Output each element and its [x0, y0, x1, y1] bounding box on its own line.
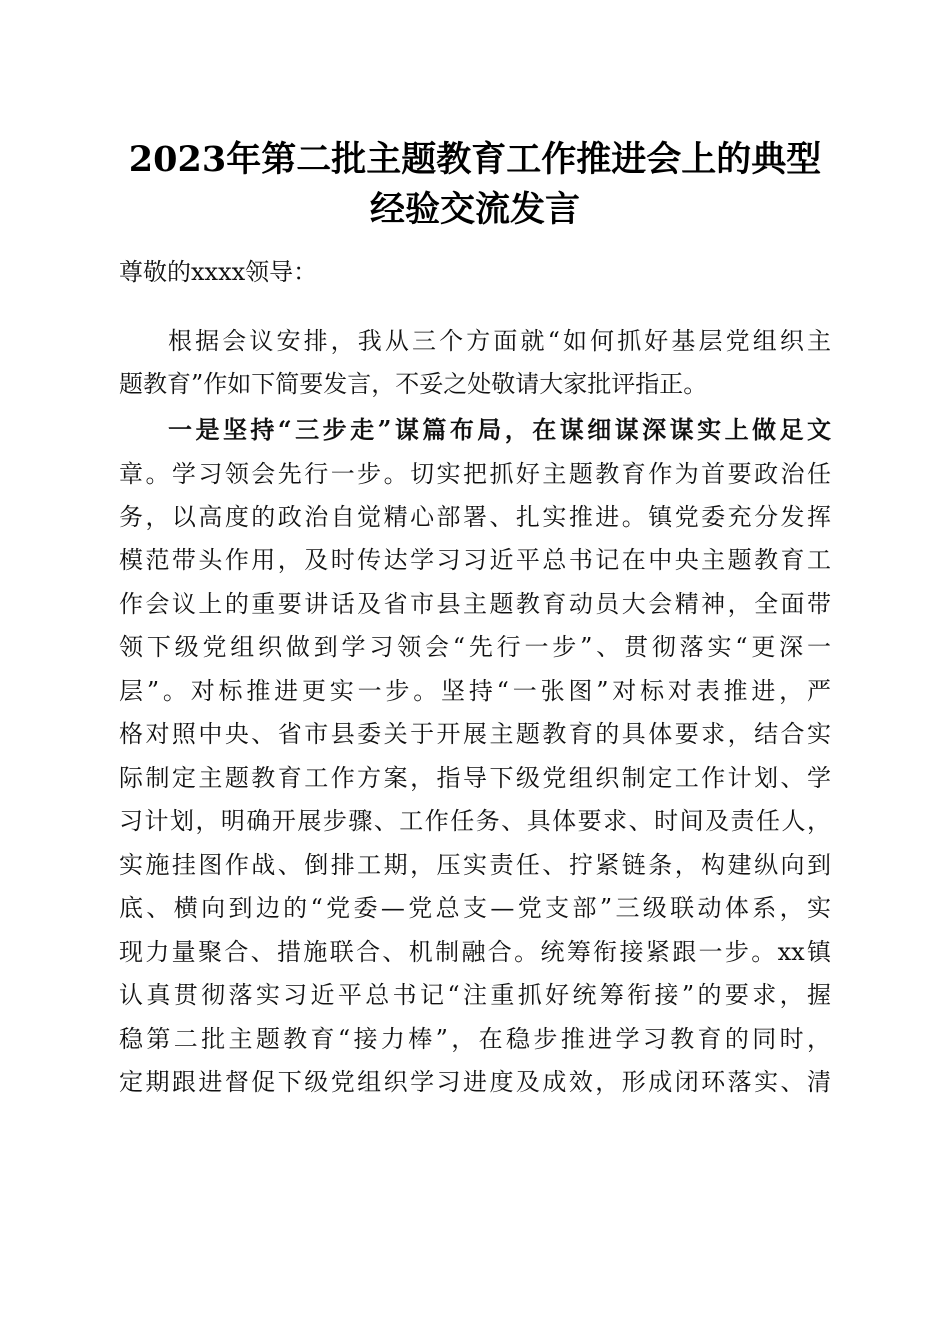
document-title-line-2: 经验交流发言	[369, 189, 580, 230]
paragraph-2-heading: 一是坚持“三步走”谋篇布局，在谋细谋深谋实上做足文	[168, 415, 831, 444]
paragraph-2-line: 层”。对标推进更实一步。坚持“一张图”对标对表推进，严	[119, 677, 831, 705]
paragraph-2-line: 认真贯彻落实习近平总书记“注重抓好统筹衔接”的要求，握	[119, 981, 831, 1009]
paragraph-2-line: 习计划，明确开展步骤、工作任务、具体要求、时间及责任人，	[119, 807, 831, 835]
salutation: 尊敬的xxxx领导：	[119, 258, 318, 286]
paragraph-2-line: 定期跟进督促下级党组织学习进度及成效，形成闭环落实、清	[119, 1068, 831, 1096]
paragraph-2-line: 作会议上的重要讲话及省市县主题教育动员大会精神，全面带	[119, 590, 831, 618]
paragraph-2-line: 实施挂图作战、倒排工期，压实责任、拧紧链条，构建纵向到	[119, 851, 831, 879]
document-title-line-1: 2023年第二批主题教育工作推进会上的典型	[128, 139, 822, 180]
paragraph-2-line: 现力量聚合、措施联合、机制融合。统筹衔接紧跟一步。xx镇	[119, 938, 831, 966]
paragraph-2-line: 模范带头作用，及时传达学习习近平总书记在中央主题教育工	[119, 546, 831, 574]
paragraph-2-line: 底、横向到边的“党委—党总支—党支部”三级联动体系，实	[119, 894, 831, 922]
paragraph-2-line: 格对照中央、省市县委关于开展主题教育的具体要求，结合实	[119, 720, 831, 748]
paragraph-2-line: 务，以高度的政治自觉精心部署、扎实推进。镇党委充分发挥	[119, 503, 831, 531]
paragraph-2-line: 际制定主题教育工作方案，指导下级党组织制定工作计划、学	[119, 764, 831, 792]
paragraph-2-line: 领下级党组织做到学习领会“先行一步”、贯彻落实“更深一	[119, 633, 831, 661]
paragraph-1-line: 题教育”作如下简要发言，不妥之处敬请大家批评指正。	[119, 370, 708, 398]
paragraph-2-line: 章。学习领会先行一步。切实把抓好主题教育作为首要政治任	[119, 460, 831, 488]
paragraph-1-line: 根据会议安排，我从三个方面就“如何抓好基层党组织主	[168, 327, 831, 355]
paragraph-2-line: 稳第二批主题教育“接力棒”，在稳步推进学习教育的同时，	[119, 1025, 831, 1053]
